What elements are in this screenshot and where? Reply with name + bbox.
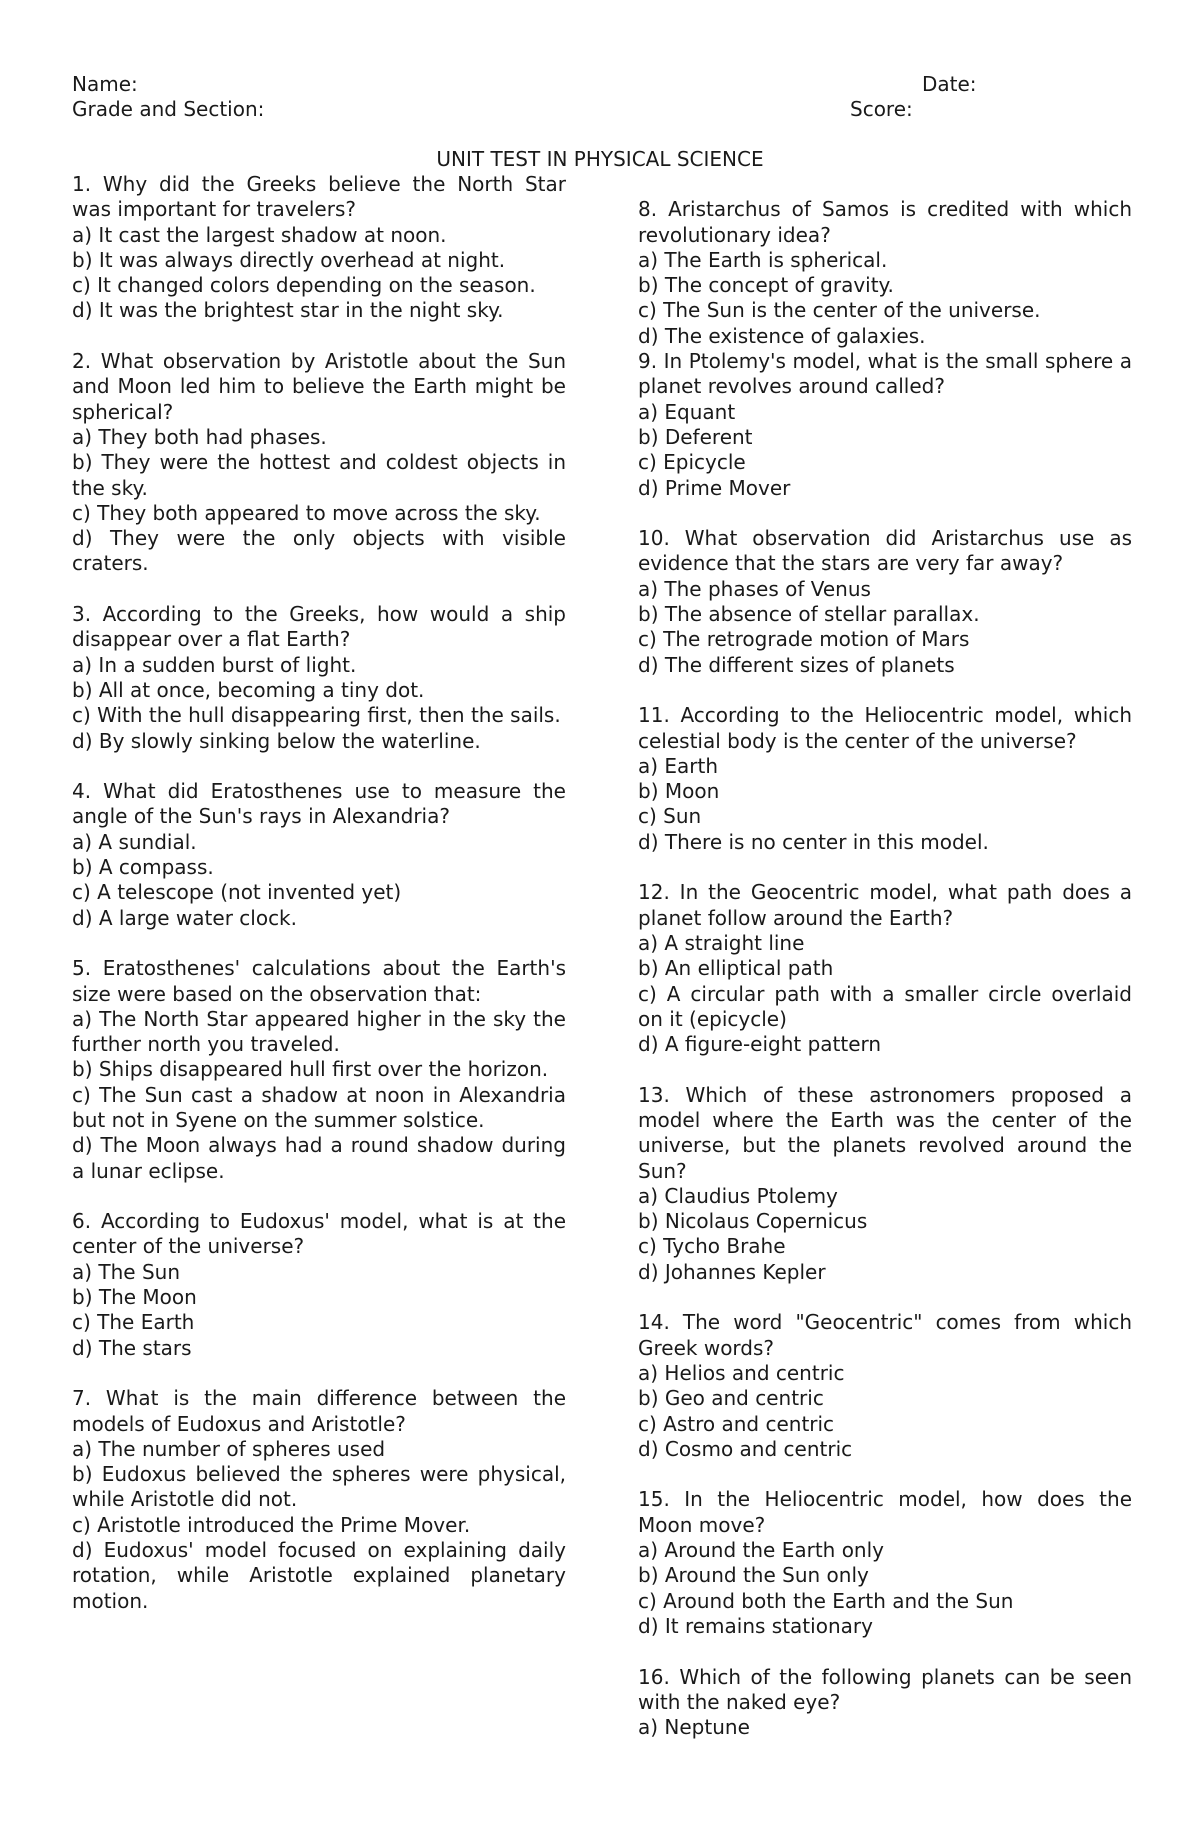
option: d) Cosmo and centric — [638, 1436, 853, 1461]
option: b) Deferent — [638, 424, 753, 449]
option: b) Ships disappeared hull first over the horizon. — [72, 1057, 549, 1082]
question-16 — [638, 1665, 1132, 1741]
option: a) Claudius Ptolemy — [638, 1183, 838, 1208]
question-stem: 12. In the Geocentric model, what path does a planet follow around the Earth? — [638, 880, 1132, 930]
option: b) An elliptical path — [638, 956, 834, 981]
option: c) The retrograde motion of Mars — [638, 627, 970, 652]
option: c) Epicycle — [638, 450, 746, 475]
option: b) Eudoxus believed the spheres were physical, while Aristotle did not. — [72, 1462, 566, 1512]
question-stem: 11. According to the Heliocentric model, which celestial body is the center of the universe? — [638, 703, 1132, 753]
option: d) A figure-eight pattern — [638, 1032, 882, 1057]
option: a) Neptune — [638, 1715, 750, 1740]
option: a) A sundial. — [72, 829, 197, 854]
name-label: Name: — [72, 72, 138, 96]
option: c) Astro and centric — [638, 1411, 835, 1436]
option: a) Around the Earth only — [638, 1538, 884, 1563]
question-stem: 5. Eratosthenes' calculations about the Earth's size were based on the observation that: — [72, 956, 566, 1006]
option: c) The Sun is the center of the universe. — [638, 298, 1041, 323]
option: b) It was always directly overhead at night. — [72, 247, 506, 272]
question-3 — [72, 602, 566, 754]
option: a) The North Star appeared higher in the sky the further north you traveled. — [72, 1006, 566, 1057]
option: c) The Earth — [72, 1310, 195, 1335]
score-label: Score: — [850, 97, 913, 121]
option: c) Around both the Earth and the Sun — [638, 1588, 1014, 1613]
option: b) Around the Sun only — [638, 1563, 869, 1588]
option: a) It cast the largest shadow at noon. — [72, 222, 447, 247]
option: c) The Sun cast a shadow at noon in Alexandria but not in Syene on the summer solstice. — [72, 1082, 566, 1132]
option: b) The concept of gravity. — [638, 273, 894, 298]
option: a) The Earth is spherical. — [638, 247, 888, 272]
right-column — [638, 172, 1132, 1740]
option: a) Equant — [638, 399, 736, 424]
option: d) It remains stationary — [638, 1613, 873, 1638]
question-stem: 16. Which of the following planets can be seen with the naked eye? — [638, 1664, 1132, 1714]
option: c) Aristotle introduced the Prime Mover. — [72, 1512, 471, 1537]
option: b) They were the hottest and coldest objects in the sky. — [72, 450, 566, 500]
option: d) By slowly sinking below the waterline. — [72, 728, 481, 753]
option: c) It changed colors depending on the season. — [72, 273, 536, 298]
option: b) A compass. — [72, 855, 214, 880]
option: c) A telescope (not invented yet) — [72, 880, 402, 905]
option: c) Tycho Brahe — [638, 1234, 786, 1259]
question-stem: 4. What did Eratosthenes use to measure the angle of the Sun's rays in Alexandria? — [72, 779, 566, 829]
question-stem: 15. In the Heliocentric model, how does the Moon move? — [638, 1487, 1132, 1537]
option: d) There is no center in this model. — [638, 829, 989, 854]
option: b) Moon — [638, 779, 720, 804]
option: b) Geo and centric — [638, 1386, 824, 1411]
option: d) It was the brightest star in the night sky. — [72, 298, 504, 323]
question-stem: 10. What observation did Aristarchus use as evidence that the stars are very far away? — [638, 526, 1132, 576]
option: a) They both had phases. — [72, 424, 327, 449]
question-13 — [638, 1083, 1132, 1285]
question-6 — [72, 1209, 566, 1361]
question-1 — [72, 172, 566, 324]
question-stem: 9. In Ptolemy's model, what is the small sphere a planet revolves around called? — [638, 349, 1132, 399]
option: b) Nicolaus Copernicus — [638, 1209, 868, 1234]
left-column — [72, 172, 566, 1614]
option: a) The Sun — [72, 1259, 181, 1284]
question-11 — [638, 703, 1132, 855]
option: a) The phases of Venus — [638, 576, 871, 601]
question-2 — [72, 349, 566, 577]
option: d) The existence of galaxies. — [638, 323, 926, 348]
option: c) They both appeared to move across the sky. — [72, 500, 541, 525]
option: b) The absence of stellar parallax. — [638, 602, 980, 627]
question-5 — [72, 956, 566, 1184]
question-stem: 6. According to Eudoxus' model, what is at the center of the universe? — [72, 1209, 566, 1259]
question-8 — [638, 197, 1132, 349]
option: a) Earth — [638, 753, 719, 778]
option: d) Eudoxus' model focused on explaining daily rotation, while Aristotle explained planetary motion. — [72, 1538, 566, 1613]
option: d) They were the only objects with visible craters. — [72, 526, 566, 576]
question-stem: 3. According to the Greeks, how would a ship disappear over a flat Earth? — [72, 602, 566, 652]
option: c) With the hull disappearing first, then the sails. — [72, 703, 561, 728]
question-4 — [72, 779, 566, 931]
question-stem: 8. Aristarchus of Samos is credited with which revolutionary idea? — [638, 197, 1132, 247]
question-stem: 1. Why did the Greeks believe the North Star was important for travelers? — [72, 172, 566, 222]
option: a) A straight line — [638, 930, 805, 955]
option: d) The different sizes of planets — [638, 652, 955, 677]
option: d) The Moon always had a round shadow during a lunar eclipse. — [72, 1133, 566, 1183]
option: d) A large water clock. — [72, 905, 297, 930]
option: c) A circular path with a smaller circle overlaid on it (epicycle) — [638, 981, 1132, 1031]
option: d) Prime Mover — [638, 475, 791, 500]
question-7 — [72, 1386, 566, 1614]
question-stem: 7. What is the main difference between the models of Eudoxus and Aristotle? — [72, 1386, 566, 1436]
page-title: UNIT TEST IN PHYSICAL SCIENCE — [436, 147, 764, 171]
option: d) Johannes Kepler — [638, 1259, 826, 1284]
grade-section-label: Grade and Section: — [72, 97, 265, 121]
question-10 — [638, 526, 1132, 678]
option: d) The stars — [72, 1335, 192, 1360]
question-stem: 14. The word "Geocentric" comes from which Greek words? — [638, 1310, 1132, 1360]
question-14 — [638, 1310, 1132, 1462]
option: a) Helios and centric — [638, 1360, 845, 1385]
question-9 — [638, 349, 1132, 501]
option: b) All at once, becoming a tiny dot. — [72, 677, 425, 702]
option: b) The Moon — [72, 1285, 197, 1310]
question-12 — [638, 880, 1132, 1057]
option: a) In a sudden burst of light. — [72, 652, 357, 677]
date-label: Date: — [922, 72, 977, 96]
option: c) Sun — [638, 804, 702, 829]
question-15 — [638, 1487, 1132, 1639]
option: a) The number of spheres used — [72, 1436, 386, 1461]
question-stem: 2. What observation by Aristotle about the Sun and Moon led him to believe the Earth might be spherical? — [72, 349, 566, 424]
question-stem: 13. Which of these astronomers proposed a model where the Earth was the center of the universe, but the planets revolved around the Sun? — [638, 1082, 1132, 1183]
